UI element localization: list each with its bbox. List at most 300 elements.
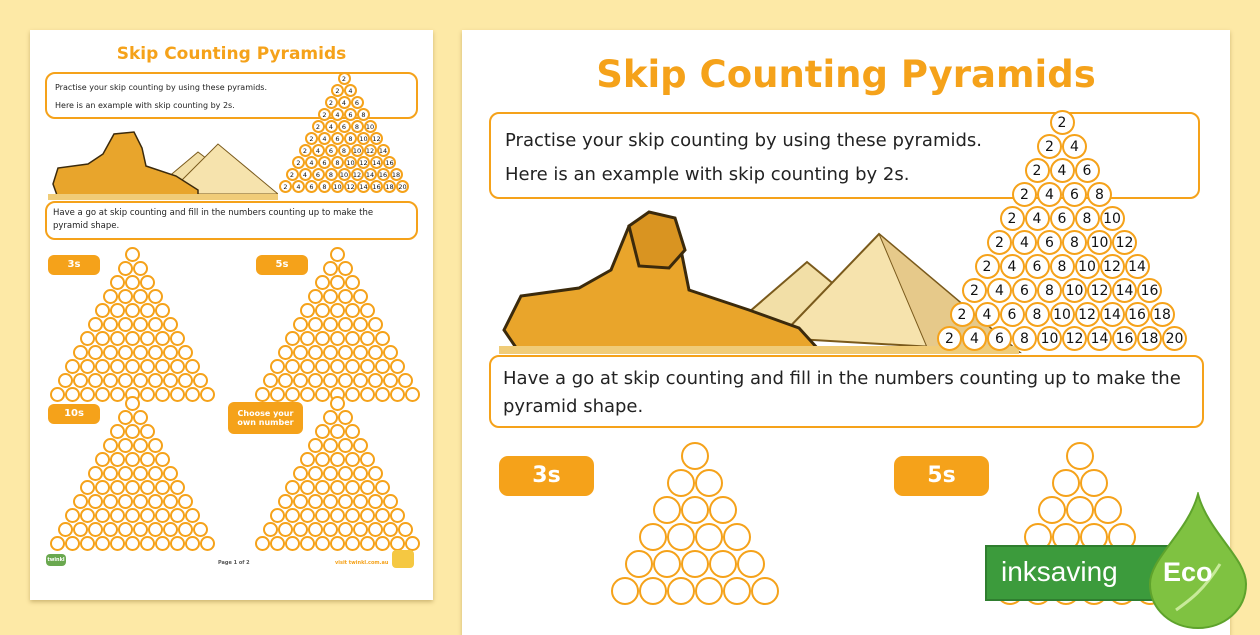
pyramid-circle[interactable] — [80, 508, 95, 523]
pyramid-circle[interactable] — [200, 536, 215, 551]
pyramid-row — [932, 134, 1192, 159]
pyramid-circle[interactable] — [345, 359, 360, 374]
pyramid-circle[interactable] — [103, 345, 118, 360]
pyramid-circle[interactable] — [110, 536, 125, 551]
pyramid-circle[interactable] — [95, 303, 110, 318]
pyramid-circle: 8 — [331, 156, 344, 169]
pyramid-circle[interactable] — [285, 359, 300, 374]
pyramid-circle[interactable] — [148, 438, 163, 453]
pyramid-circle[interactable] — [118, 345, 133, 360]
pyramid-circle[interactable] — [155, 359, 170, 374]
pyramid-circle[interactable] — [323, 494, 338, 509]
pyramid-circle[interactable] — [170, 480, 185, 495]
pyramid-circle[interactable] — [133, 289, 148, 304]
pyramid-circle[interactable] — [308, 345, 323, 360]
pyramid-circle[interactable] — [155, 508, 170, 523]
pyramid-circle[interactable] — [345, 480, 360, 495]
pyramid-circle[interactable] — [285, 536, 300, 551]
pyramid-circle[interactable] — [360, 452, 375, 467]
pyramid-circle: 10 — [1100, 206, 1125, 231]
pyramid-circle[interactable] — [315, 424, 330, 439]
pyramid-circle[interactable] — [155, 303, 170, 318]
pyramid-circle[interactable] — [330, 275, 345, 290]
pyramid-circle[interactable] — [308, 438, 323, 453]
pyramid-circle[interactable] — [125, 536, 140, 551]
pyramid-row — [540, 496, 850, 524]
pyramid-circle[interactable] — [338, 345, 353, 360]
pyramid-circle[interactable] — [293, 522, 308, 537]
pyramid-circle[interactable] — [118, 466, 133, 481]
pyramid-circle[interactable] — [65, 508, 80, 523]
pyramid-circle[interactable] — [178, 522, 193, 537]
pyramid-circle[interactable] — [398, 373, 413, 388]
pyramid-circle[interactable] — [300, 359, 315, 374]
pyramid-circle[interactable] — [293, 466, 308, 481]
pyramid-circle[interactable] — [723, 577, 751, 605]
pyramid-circle[interactable] — [95, 536, 110, 551]
pyramid-circle[interactable] — [155, 331, 170, 346]
pyramid-circle[interactable] — [308, 373, 323, 388]
pyramid-circle[interactable] — [667, 469, 695, 497]
pyramid-circle[interactable] — [88, 522, 103, 537]
pyramid-circle[interactable] — [330, 424, 345, 439]
pyramid-circle[interactable] — [1094, 496, 1122, 524]
pyramid-circle: 8 — [1087, 182, 1112, 207]
pyramid-circle[interactable] — [80, 359, 95, 374]
pyramid-circle[interactable] — [95, 359, 110, 374]
pyramid-circle[interactable] — [695, 577, 723, 605]
pyramid-circle[interactable] — [95, 331, 110, 346]
pyramid-circle[interactable] — [125, 331, 140, 346]
pyramid-circle[interactable] — [695, 469, 723, 497]
pyramid-circle[interactable] — [140, 424, 155, 439]
pyramid-circle[interactable] — [330, 508, 345, 523]
pyramid-circle[interactable] — [338, 373, 353, 388]
pyramid-circle[interactable] — [285, 331, 300, 346]
pyramid-circle[interactable] — [125, 359, 140, 374]
pyramid-circle[interactable] — [315, 331, 330, 346]
pyramid-circle[interactable] — [118, 438, 133, 453]
pyramid-circle[interactable] — [140, 536, 155, 551]
pyramid-circle[interactable] — [353, 289, 368, 304]
pyramid-circle[interactable] — [125, 303, 140, 318]
pyramid-circle[interactable] — [178, 345, 193, 360]
pyramid-circle[interactable] — [308, 466, 323, 481]
pyramid-circle: 4 — [975, 302, 1000, 327]
pyramid-circle[interactable] — [193, 522, 208, 537]
pyramid-circle[interactable] — [308, 522, 323, 537]
pyramid-circle[interactable] — [140, 452, 155, 467]
pyramid-circle[interactable] — [368, 466, 383, 481]
pyramid-row — [255, 536, 420, 551]
pyramid-circle[interactable] — [681, 550, 709, 578]
pyramid-circle[interactable] — [390, 536, 405, 551]
pyramid-circle[interactable] — [140, 275, 155, 290]
pyramid-circle[interactable] — [65, 536, 80, 551]
pyramid-circle[interactable] — [368, 494, 383, 509]
pyramid-circle[interactable] — [353, 317, 368, 332]
pyramid-circle[interactable] — [278, 373, 293, 388]
pyramid-circle[interactable] — [110, 480, 125, 495]
pyramid-circle[interactable] — [50, 536, 65, 551]
pyramid-circle[interactable] — [58, 522, 73, 537]
pyramid-circle[interactable] — [323, 289, 338, 304]
pyramid-circle[interactable] — [375, 508, 390, 523]
pyramid-circle[interactable] — [375, 331, 390, 346]
pyramid-circle[interactable] — [293, 494, 308, 509]
pyramid-circle[interactable] — [73, 345, 88, 360]
pyramid-circle[interactable] — [323, 410, 338, 425]
pyramid-circle[interactable] — [345, 424, 360, 439]
pyramid-circle[interactable] — [353, 438, 368, 453]
pyramid-circle[interactable] — [639, 523, 667, 551]
pyramid-circle[interactable] — [80, 331, 95, 346]
pyramid-circle[interactable] — [345, 536, 360, 551]
pyramid-circle[interactable] — [1052, 469, 1080, 497]
pyramid-circle[interactable] — [118, 522, 133, 537]
pyramid-circle[interactable] — [125, 508, 140, 523]
pyramid-circle[interactable] — [125, 275, 140, 290]
pyramid-circle[interactable] — [681, 442, 709, 470]
pyramid-circle[interactable] — [353, 373, 368, 388]
pyramid-circle[interactable] — [667, 523, 695, 551]
pyramid-circle[interactable] — [398, 522, 413, 537]
pyramid-circle[interactable] — [110, 508, 125, 523]
pyramid-circle[interactable] — [148, 345, 163, 360]
pyramid-circle[interactable] — [170, 331, 185, 346]
pyramid-row — [50, 317, 215, 332]
pyramid-circle[interactable] — [103, 373, 118, 388]
pyramid-circle[interactable] — [667, 577, 695, 605]
pyramid-circle[interactable] — [95, 480, 110, 495]
pyramid-circle[interactable] — [140, 508, 155, 523]
pyramid-circle[interactable] — [315, 480, 330, 495]
pyramid-circle[interactable] — [148, 466, 163, 481]
pyramid-circle[interactable] — [88, 373, 103, 388]
pyramid-circle[interactable] — [330, 359, 345, 374]
pyramid-circle[interactable] — [315, 303, 330, 318]
pyramid-row — [50, 466, 215, 481]
pyramid-circle[interactable] — [323, 261, 338, 276]
pyramid-circle[interactable] — [278, 345, 293, 360]
pyramid-circle[interactable] — [140, 303, 155, 318]
pyramid-circle[interactable] — [163, 317, 178, 332]
pyramid-circle[interactable] — [193, 373, 208, 388]
pyramid-circle: 6 — [338, 120, 351, 133]
pyramid-circle[interactable] — [133, 373, 148, 388]
pyramid-circle[interactable] — [360, 359, 375, 374]
pyramid-circle[interactable] — [681, 496, 709, 524]
pyramid-circle[interactable] — [300, 480, 315, 495]
pyramid-circle[interactable] — [375, 359, 390, 374]
pyramid-circle[interactable] — [88, 345, 103, 360]
pyramid-circle[interactable] — [155, 480, 170, 495]
pyramid-circle[interactable] — [300, 452, 315, 467]
pyramid-circle[interactable] — [338, 438, 353, 453]
pyramid-circle[interactable] — [148, 494, 163, 509]
pyramid-circle[interactable] — [345, 452, 360, 467]
pyramid-circle[interactable] — [330, 303, 345, 318]
pyramid-circle[interactable] — [308, 494, 323, 509]
pyramid-circle[interactable] — [360, 508, 375, 523]
pyramid-circle[interactable] — [345, 303, 360, 318]
pyramid-circle[interactable] — [278, 494, 293, 509]
pyramid-circle[interactable] — [65, 359, 80, 374]
pyramid-circle[interactable] — [368, 522, 383, 537]
pyramid-circle[interactable] — [95, 452, 110, 467]
pyramid-circle[interactable] — [103, 466, 118, 481]
pyramid-circle[interactable] — [103, 522, 118, 537]
pyramid-circle[interactable] — [323, 466, 338, 481]
pyramid-circle[interactable] — [133, 345, 148, 360]
pyramid-circle[interactable] — [118, 289, 133, 304]
pyramid-circle[interactable] — [88, 466, 103, 481]
pyramid-circle[interactable] — [278, 522, 293, 537]
pyramid-circle[interactable] — [118, 317, 133, 332]
pyramid-circle[interactable] — [338, 289, 353, 304]
pyramid-circle[interactable] — [315, 275, 330, 290]
pyramid-circle[interactable] — [133, 438, 148, 453]
thumbnail-sphinx — [53, 132, 198, 198]
pyramid-circle[interactable] — [263, 373, 278, 388]
pyramid-circle[interactable] — [611, 577, 639, 605]
pyramid-row — [50, 303, 215, 318]
pyramid-circle: 10 — [1087, 230, 1112, 255]
pyramid-circle[interactable] — [751, 577, 779, 605]
pyramid-circle[interactable] — [709, 550, 737, 578]
pyramid-circle[interactable] — [315, 452, 330, 467]
pyramid-circle[interactable] — [103, 289, 118, 304]
pyramid-circle[interactable] — [330, 536, 345, 551]
pyramid-row — [255, 247, 420, 262]
pyramid-circle[interactable] — [95, 508, 110, 523]
pyramid-circle[interactable] — [300, 303, 315, 318]
pyramid-circle[interactable] — [723, 523, 751, 551]
pyramid-circle[interactable] — [270, 359, 285, 374]
pyramid-circle[interactable] — [73, 373, 88, 388]
pyramid-circle[interactable] — [118, 494, 133, 509]
pyramid-circle[interactable] — [360, 480, 375, 495]
pyramid-circle[interactable] — [360, 331, 375, 346]
pyramid-circle[interactable] — [1066, 442, 1094, 470]
pyramid-circle[interactable] — [103, 317, 118, 332]
pyramid-circle[interactable] — [300, 508, 315, 523]
pyramid-circle[interactable] — [148, 289, 163, 304]
thumbnail-page — [30, 30, 433, 600]
pyramid-circle[interactable] — [133, 494, 148, 509]
pyramid-circle[interactable] — [323, 317, 338, 332]
pyramid-circle[interactable] — [330, 480, 345, 495]
pyramid-circle[interactable] — [263, 522, 278, 537]
pyramid-circle[interactable] — [338, 466, 353, 481]
pyramid-circle[interactable] — [360, 303, 375, 318]
pyramid-circle[interactable] — [653, 496, 681, 524]
pyramid-circle[interactable] — [58, 373, 73, 388]
pyramid-circle[interactable] — [103, 494, 118, 509]
pyramid-circle[interactable] — [133, 466, 148, 481]
pyramid-circle[interactable] — [323, 373, 338, 388]
pyramid-circle[interactable] — [315, 508, 330, 523]
pyramid-row — [50, 247, 215, 262]
pyramid-circle[interactable] — [163, 494, 178, 509]
pyramid-circle[interactable] — [300, 331, 315, 346]
pyramid-circle[interactable] — [353, 345, 368, 360]
pyramid-circle[interactable] — [375, 536, 390, 551]
pyramid-circle[interactable] — [80, 536, 95, 551]
pyramid-circle[interactable] — [170, 508, 185, 523]
pyramid-circle[interactable] — [625, 550, 653, 578]
pyramid-circle[interactable] — [308, 317, 323, 332]
pyramid-row — [540, 550, 850, 578]
pyramid-circle[interactable] — [163, 522, 178, 537]
inksaving-text: inksaving — [1001, 556, 1118, 587]
pyramid-circle[interactable] — [695, 523, 723, 551]
pyramid-circle[interactable] — [375, 480, 390, 495]
pyramid-circle[interactable] — [709, 496, 737, 524]
thumbnail-blank-pyramid-5s — [255, 247, 420, 402]
pyramid-circle[interactable] — [383, 522, 398, 537]
pyramid-circle[interactable] — [155, 536, 170, 551]
pyramid-circle[interactable] — [383, 373, 398, 388]
pyramid-circle[interactable] — [170, 536, 185, 551]
pyramid-circle[interactable] — [125, 480, 140, 495]
pyramid-circle[interactable] — [338, 261, 353, 276]
pyramid-circle[interactable] — [163, 373, 178, 388]
pyramid-circle[interactable] — [170, 359, 185, 374]
pyramid-circle[interactable] — [140, 331, 155, 346]
pyramid-circle[interactable] — [353, 494, 368, 509]
pyramid-circle[interactable] — [360, 536, 375, 551]
pyramid-circle[interactable] — [285, 508, 300, 523]
pyramid-circle[interactable] — [330, 396, 345, 411]
pyramid-circle[interactable] — [125, 452, 140, 467]
pyramid-circle[interactable] — [185, 508, 200, 523]
pyramid-circle[interactable] — [368, 373, 383, 388]
pyramid-circle[interactable] — [338, 317, 353, 332]
pyramid-circle[interactable] — [338, 522, 353, 537]
pyramid-circle[interactable] — [80, 480, 95, 495]
pyramid-circle[interactable] — [330, 247, 345, 262]
pyramid-circle[interactable] — [383, 494, 398, 509]
pyramid-circle[interactable] — [73, 522, 88, 537]
pyramid-circle: 4 — [1025, 206, 1050, 231]
pyramid-circle[interactable] — [125, 396, 140, 411]
pyramid-circle[interactable] — [323, 522, 338, 537]
pyramid-circle[interactable] — [88, 317, 103, 332]
pyramid-circle[interactable] — [148, 522, 163, 537]
pyramid-circle[interactable] — [390, 359, 405, 374]
pyramid-circle[interactable] — [110, 424, 125, 439]
pyramid-circle[interactable] — [315, 359, 330, 374]
pyramid-circle[interactable] — [73, 494, 88, 509]
pyramid-circle: 2 — [1050, 110, 1075, 135]
pyramid-circle[interactable] — [330, 452, 345, 467]
pyramid-circle[interactable] — [163, 345, 178, 360]
pyramid-circle[interactable] — [133, 317, 148, 332]
pyramid-circle[interactable] — [345, 508, 360, 523]
pyramid-circle[interactable] — [270, 536, 285, 551]
pyramid-circle[interactable] — [163, 466, 178, 481]
pyramid-circle[interactable] — [140, 359, 155, 374]
pyramid-circle[interactable] — [88, 494, 103, 509]
pyramid-circle[interactable] — [178, 494, 193, 509]
pyramid-circle[interactable] — [323, 438, 338, 453]
pyramid-row — [255, 522, 420, 537]
pyramid-circle[interactable] — [345, 331, 360, 346]
pyramid-circle[interactable] — [110, 275, 125, 290]
pyramid-circle[interactable] — [270, 508, 285, 523]
pyramid-circle[interactable] — [110, 359, 125, 374]
pyramid-circle[interactable] — [155, 452, 170, 467]
pyramid-circle[interactable] — [140, 480, 155, 495]
pyramid-circle[interactable] — [185, 359, 200, 374]
pyramid-circle[interactable] — [639, 577, 667, 605]
pyramid-circle: 6 — [1000, 302, 1025, 327]
pyramid-circle[interactable] — [323, 345, 338, 360]
pyramid-circle[interactable] — [118, 410, 133, 425]
pyramid-circle[interactable] — [133, 261, 148, 276]
label-5s: 5s — [894, 456, 989, 496]
pyramid-circle[interactable] — [353, 522, 368, 537]
pyramid-row — [50, 438, 215, 453]
pyramid-circle[interactable] — [315, 536, 330, 551]
pyramid-circle[interactable] — [300, 536, 315, 551]
pyramid-row — [932, 206, 1192, 231]
pyramid-circle[interactable] — [125, 424, 140, 439]
pyramid-circle[interactable] — [178, 373, 193, 388]
pyramid-circle[interactable] — [255, 536, 270, 551]
pyramid-circle[interactable] — [103, 438, 118, 453]
pyramid-circle[interactable] — [1038, 496, 1066, 524]
pyramid-circle[interactable] — [133, 410, 148, 425]
pyramid-circle[interactable] — [148, 317, 163, 332]
pyramid-circle[interactable] — [345, 275, 360, 290]
pyramid-row — [50, 289, 215, 304]
pyramid-circle: 6 — [1037, 230, 1062, 255]
pyramid-circle[interactable] — [653, 550, 681, 578]
pyramid-circle[interactable] — [330, 331, 345, 346]
pyramid-circle[interactable] — [293, 345, 308, 360]
pyramid-row — [255, 317, 420, 332]
pyramid-circle[interactable] — [353, 466, 368, 481]
pyramid-circle[interactable] — [1080, 469, 1108, 497]
pyramid-circle[interactable] — [368, 317, 383, 332]
pyramid-circle[interactable] — [1066, 496, 1094, 524]
pyramid-circle[interactable] — [737, 550, 765, 578]
pyramid-circle[interactable] — [293, 317, 308, 332]
pyramid-circle[interactable] — [118, 261, 133, 276]
pyramid-circle[interactable] — [118, 373, 133, 388]
pyramid-circle[interactable] — [285, 480, 300, 495]
pyramid-circle[interactable] — [338, 410, 353, 425]
pyramid-circle[interactable] — [390, 508, 405, 523]
pyramid-circle[interactable] — [125, 247, 140, 262]
pyramid-circle[interactable] — [110, 303, 125, 318]
pyramid-circle[interactable] — [110, 331, 125, 346]
pyramid-circle[interactable] — [308, 289, 323, 304]
pyramid-circle[interactable] — [405, 536, 420, 551]
pyramid-circle[interactable] — [293, 373, 308, 388]
pyramid-circle[interactable] — [368, 345, 383, 360]
pyramid-circle[interactable] — [383, 345, 398, 360]
pyramid-row — [50, 452, 215, 467]
pyramid-circle[interactable] — [133, 522, 148, 537]
pyramid-circle[interactable] — [338, 494, 353, 509]
pyramid-circle[interactable] — [148, 373, 163, 388]
pyramid-circle: 18 — [390, 168, 403, 181]
pyramid-circle[interactable] — [110, 452, 125, 467]
pyramid-circle[interactable] — [185, 536, 200, 551]
